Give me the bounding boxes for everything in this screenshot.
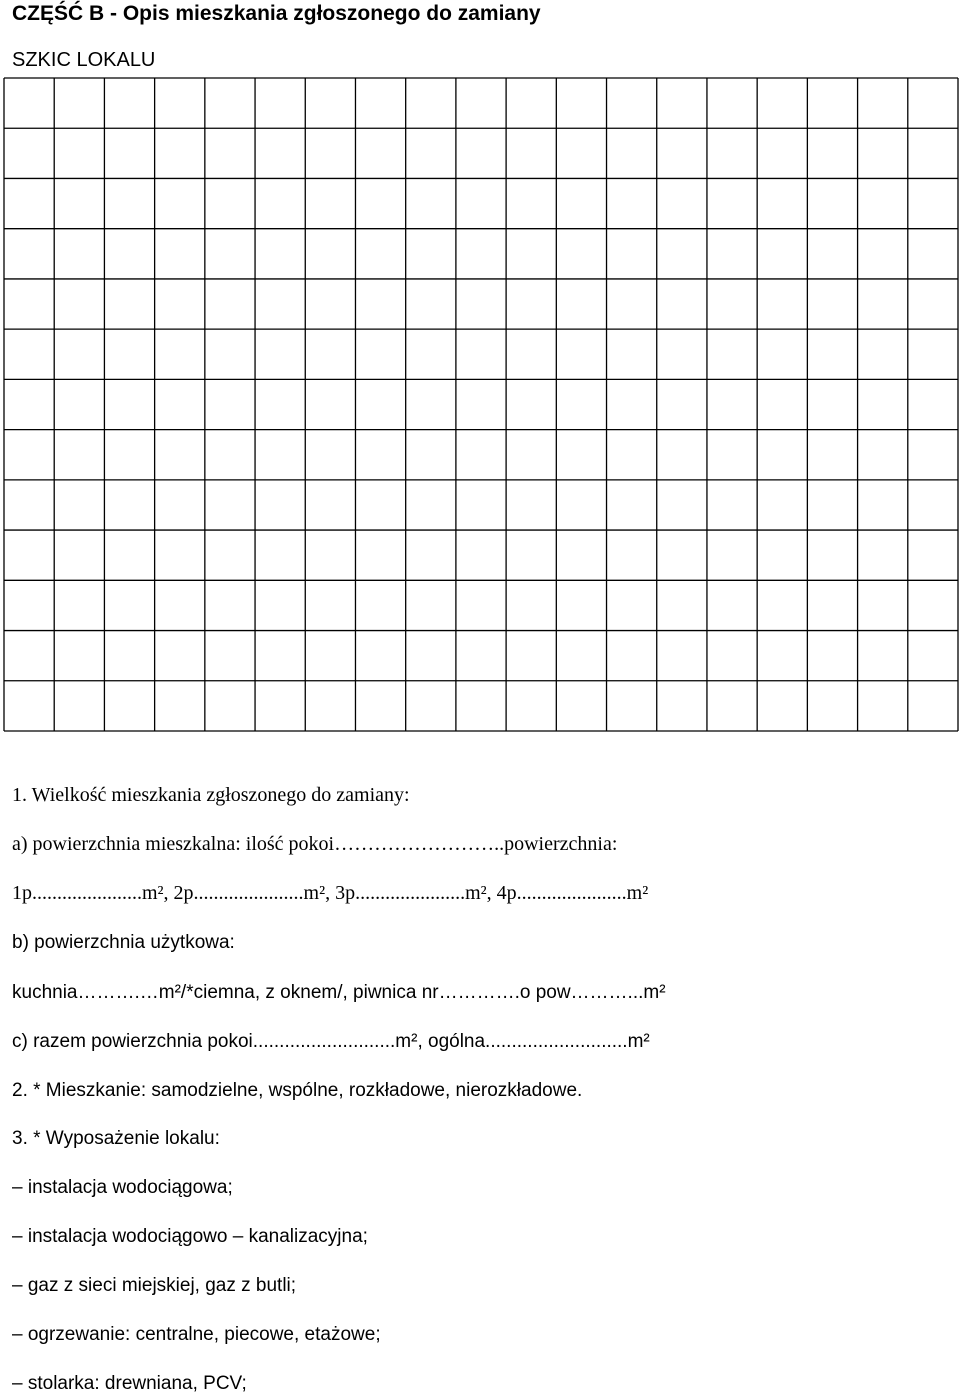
- kitchen-line: kuchnia……….…m²/*ciemna, z oknem/, piwnica nr………….o pow………...m²: [12, 982, 666, 1003]
- equipment-heading: 3. * Wyposażenie lokalu:: [12, 1128, 220, 1149]
- equipment-item: – instalacja wodociągowo – kanalizacyjna;: [12, 1226, 368, 1247]
- flat-type-line: 2. * Mieszkanie: samodzielne, wspólne, rozkładowe, nierozkładowe.: [12, 1080, 583, 1101]
- living-area-line: a) powierzchnia mieszkalna: ilość pokoi……………………..powierzchnia:: [12, 833, 618, 855]
- section-title: CZĘŚĆ B - Opis mieszkania zgłoszonego do zamiany: [12, 2, 541, 25]
- equipment-item: – gaz z sieci miejskiej, gaz z butli;: [12, 1275, 297, 1296]
- equipment-item: – stolarka: drewniana, PCV;: [12, 1373, 247, 1394]
- total-area-line: c) razem powierzchnia pokoi...........................m², ogólna...........................m²: [12, 1031, 650, 1052]
- item-1-heading: 1. Wielkość mieszkania zgłoszonego do zamiany:: [12, 784, 410, 806]
- sketch-label: SZKIC LOKALU: [12, 49, 156, 71]
- equipment-item: – ogrzewanie: centralne, piecowe, etażowe;: [12, 1324, 381, 1345]
- usable-area-heading: b) powierzchnia użytkowa:: [12, 932, 235, 953]
- equipment-item: – instalacja wodociągowa;: [12, 1177, 233, 1198]
- room-areas-line: 1p......................m², 2p......................m², 3p......................m², 4p......................m²: [12, 882, 649, 904]
